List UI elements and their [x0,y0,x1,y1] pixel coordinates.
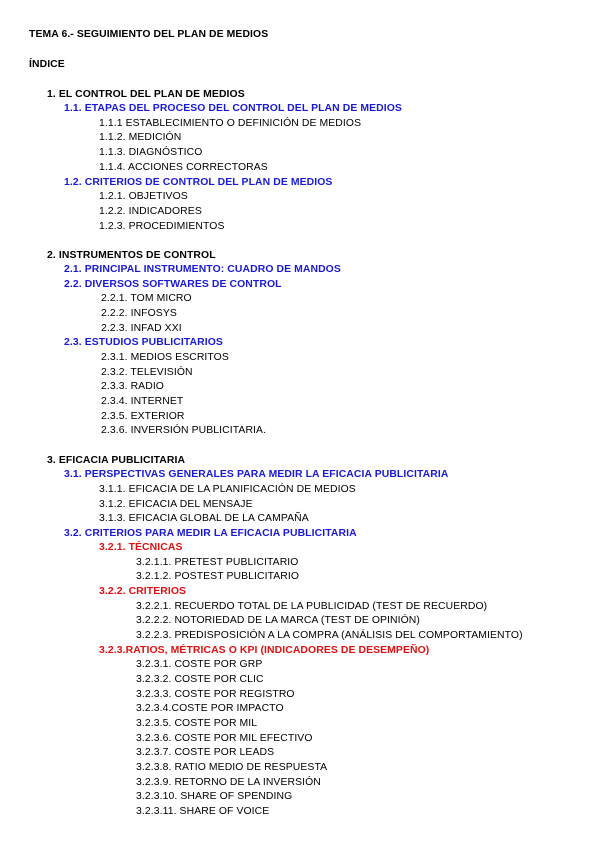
toc-item-3-2-3-10: 3.2.3.10. SHARE OF SPENDING [136,791,293,802]
toc-item-2-2-3: 2.2.3. INFAD XXI [101,323,182,334]
toc-item-3-2-2-2: 3.2.2.2. NOTORIEDAD DE LA MARCA (TEST DE OPINIÓN) [136,615,420,626]
toc-item-3-2-2-3: 3.2.2.3. PREDISPOSICIÓN A LA COMPRA (ANÁLISIS DEL COMPORTAMIENTO) [136,630,523,641]
toc-item-3-2-3-3: 3.2.3.3. COSTE POR REGISTRO [136,689,295,700]
toc-item-1-1-3: 1.1.3. DIAGNÓSTICO [99,147,203,158]
index-heading: ÍNDICE [29,59,65,70]
toc-item-3-2-3-7: 3.2.3.7. COSTE POR LEADS [136,747,275,758]
section-2-1-title: 2.1. PRINCIPAL INSTRUMENTO: CUADRO DE MANDOS [64,264,341,275]
toc-item-3-2-3-9: 3.2.3.9. RETORNO DE LA INVERSIÓN [136,777,321,788]
toc-item-3-2-3-2: 3.2.3.2. COSTE POR CLIC [136,674,264,685]
section-3-2-3-title: 3.2.3.RATIOS, MÉTRICAS O KPI (INDICADORES DE DESEMPEÑO) [99,645,430,656]
toc-item-1-2-3: 1.2.3. PROCEDIMIENTOS [99,221,225,232]
section-1-2-title: 1.2. CRITERIOS DE CONTROL DEL PLAN DE MEDIOS [64,177,333,188]
section-3-2-2-title: 3.2.2. CRITERIOS [99,586,187,597]
section-3-1-title: 3.1. PERSPECTIVAS GENERALES PARA MEDIR LA EFICACIA PUBLICITARIA [64,469,449,480]
toc-item-2-3-5: 2.3.5. EXTERIOR [101,411,185,422]
toc-item-2-2-2: 2.2.2. INFOSYS [101,308,177,319]
toc-item-1-1-4: 1.1.4. ACCIONES CORRECTORAS [99,162,268,173]
toc-item-2-3-4: 2.3.4. INTERNET [101,396,184,407]
section-2-3-title: 2.3. ESTUDIOS PUBLICITARIOS [64,337,223,348]
section-2-title: 2. INSTRUMENTOS DE CONTROL [47,250,216,261]
toc-item-2-3-1: 2.3.1. MEDIOS ESCRITOS [101,352,229,363]
section-2-2-title: 2.2. DIVERSOS SOFTWARES DE CONTROL [64,279,282,290]
document-title: TEMA 6.- SEGUIMIENTO DEL PLAN DE MEDIOS [29,29,269,40]
toc-item-3-1-3: 3.1.3. EFICACIA GLOBAL DE LA CAMPAÑA [99,513,309,524]
toc-item-3-2-2-1: 3.2.2.1. RECUERDO TOTAL DE LA PUBLICIDAD (TEST DE RECUERDO) [136,601,488,612]
toc-item-2-3-2: 2.3.2. TELEVISIÓN [101,367,193,378]
toc-item-2-3-3: 2.3.3. RADIO [101,381,164,392]
section-3-2-1-title: 3.2.1. TÉCNICAS [99,542,183,553]
toc-item-3-2-3-5: 3.2.3.5. COSTE POR MIL [136,718,258,729]
toc-item-3-2-3-4: 3.2.3.4.COSTE POR IMPACTO [136,703,284,714]
toc-item-3-2-3-11: 3.2.3.11. SHARE OF VOICE [136,806,270,817]
toc-item-1-2-2: 1.2.2. INDICADORES [99,206,202,217]
toc-item-1-1-1: 1.1.1 ESTABLECIMIENTO O DEFINICIÓN DE MEDIOS [99,118,362,129]
toc-item-3-2-3-8: 3.2.3.8. RATIO MEDIO DE RESPUESTA [136,762,328,773]
toc-item-3-2-3-1: 3.2.3.1. COSTE POR GRP [136,659,263,670]
toc-item-3-2-1-2: 3.2.1.2. POSTEST PUBLICITARIO [136,571,300,582]
section-1-title: 1. EL CONTROL DEL PLAN DE MEDIOS [47,89,245,100]
toc-item-3-1-1: 3.1.1. EFICACIA DE LA PLANIFICACIÓN DE MEDIOS [99,484,356,495]
section-3-2-title: 3.2. CRITERIOS PARA MEDIR LA EFICACIA PUBLICITARIA [64,528,357,539]
section-3-title: 3. EFICACIA PUBLICITARIA [47,455,186,466]
toc-item-2-2-1: 2.2.1. TOM MICRO [101,293,192,304]
section-1-1-title: 1.1. ETAPAS DEL PROCESO DEL CONTROL DEL PLAN DE MEDIOS [64,103,402,114]
toc-item-3-2-1-1: 3.2.1.1. PRETEST PUBLICITARIO [136,557,299,568]
toc-item-1-1-2: 1.1.2. MEDICIÓN [99,132,182,143]
toc-item-2-3-6: 2.3.6. INVERSIÓN PUBLICITARIA. [101,425,267,436]
toc-item-3-1-2: 3.1.2. EFICACIA DEL MENSAJE [99,499,253,510]
toc-item-1-2-1: 1.2.1. OBJETIVOS [99,191,188,202]
toc-item-3-2-3-6: 3.2.3.6. COSTE POR MIL EFECTIVO [136,733,313,744]
